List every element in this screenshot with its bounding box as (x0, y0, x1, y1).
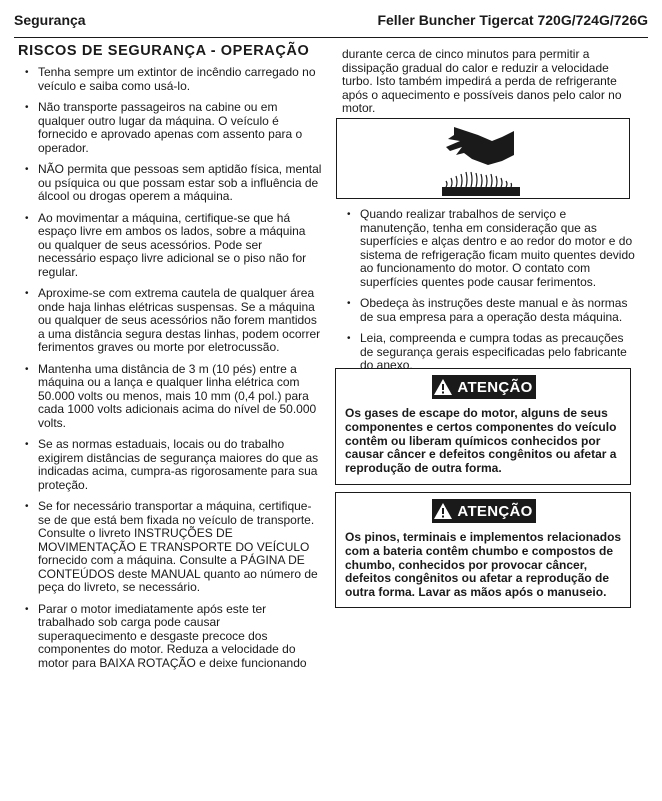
warning-triangle-icon (434, 503, 452, 519)
left-bullet-list (22, 66, 322, 670)
hot-surface-illustration (336, 118, 630, 199)
warning-label-text: ATENÇÃO (457, 378, 533, 396)
right-column (344, 208, 636, 381)
list-item: • Parar o motor imediatamente após este ter trabalhado sob carga pode causar superaquecimento e desgaste precoce dos componentes do motor. Reduza a velocidade do motor para BAIXA ROTAÇÃO e deixe funcionando (22, 603, 322, 671)
continued-paragraph: durante cerca de cinco minutos para permitir a dissipação gradual do calor e reduzir a velocidade turbo. Isto também impedirá a perda de refrigerante após o aquecimento e possíveis danos pelo calor no motor. (342, 47, 622, 115)
list-item: • Tenha sempre um extintor de incêndio carregado no veículo e saiba como usá-lo. (22, 66, 322, 93)
section-title: RISCOS DE SEGURANÇA - OPERAÇÃO (18, 43, 310, 59)
header-product-name: Feller Buncher Tigercat 720G/724G/726G (377, 12, 648, 28)
header-divider (14, 37, 648, 38)
list-item: • Mantenha uma distância de 3 m (10 pés) entre a máquina ou a lança e qualquer linha elétrica com 50.000 volts ou menos, mais 10 mm (0,4 pol.) para cada 1000 volts adicionais acima do nível de 50.000 volts. (22, 363, 322, 431)
warning-text: Os pinos, terminais e implementos relacionados com a bateria contêm chumbo e compostos de chumbo, conhecidos por provocar câncer, defeitos congênitos ou afetar a reprodução de outra forma. Lavar as mãos após o manuseio. (345, 530, 622, 600)
right-column-continuation (342, 48, 634, 124)
warning-label (432, 499, 536, 523)
warning-box (335, 368, 631, 485)
list-item: • Leia, compreenda e cumpra todas as precauções de segurança gerais especificadas pelo fabricante do anexo. (344, 332, 636, 373)
list-item: • NÃO permita que pessoas sem aptidão física, mental ou psíquica ou que possam estar sob a influência de álcool ou drogas operem a máquina. (22, 163, 322, 204)
warning-triangle-icon (434, 379, 452, 395)
warning-text: Os gases de escape do motor, alguns de seus componentes e certos componentes do veículo contêm ou liberam químicos conhecidos por causar câncer e defeitos congênitos ou afetar a reprodução de outra forma. (345, 406, 617, 476)
warning-label (432, 375, 536, 399)
hot-surface-hand-icon (442, 123, 532, 197)
list-item: • Não transporte passageiros na cabine ou em qualquer outro lugar da máquina. O veículo é fornecido e aprovado apenas com assento para o operador. (22, 101, 322, 155)
list-item: • Obedeça às instruções deste manual e às normas de sua empresa para a operação desta máquina. (344, 297, 636, 324)
warning-box (335, 492, 631, 608)
warning-label-text: ATENÇÃO (457, 502, 533, 520)
list-item: • Se for necessário transportar a máquina, certifique-se de que está bem fixada no veículo de transporte. Consulte o livreto INSTRUÇÕES DE MOVIMENTAÇÃO E TRANSPORTE DO VEÍCULO fornecido com a máquina. Consulte a PÁGINA DE CONTEÚDOS deste MANUAL quanto ao número de peça do livreto, se necessário. (22, 500, 322, 595)
list-item: • Se as normas estaduais, locais ou do trabalho exigirem distâncias de segurança maiores do que as indicadas acima, cumpra-as rigorosamente para sua proteção. (22, 438, 322, 492)
list-item: • Aproxime-se com extrema cautela de qualquer área onde haja linhas elétricas suspensas. Se a máquina ou qualquer de seus acessórios não forem mantidos a uma distância segura destas linhas, podem ocorrer ferimentos graves ou morte por eletrocussão. (22, 287, 322, 355)
right-bullet-list (344, 208, 636, 373)
list-item: • Ao movimentar a máquina, certifique-se que há espaço livre em ambos os lados, sobre a máquina ou qualquer de seus acessórios. Pode ser necessário espaço livre adicional se o piso não for regular. (22, 212, 322, 280)
left-column (22, 66, 322, 678)
header-section-name: Segurança (14, 12, 86, 28)
list-item: • Quando realizar trabalhos de serviço e manutenção, tenha em consideração que as superfícies e alças dentro e ao redor do motor e do sistema de refrigeração ficam muito quentes devido ao funcionamento do motor. O contato com superfícies quentes pode causar ferimentos. (344, 208, 636, 289)
